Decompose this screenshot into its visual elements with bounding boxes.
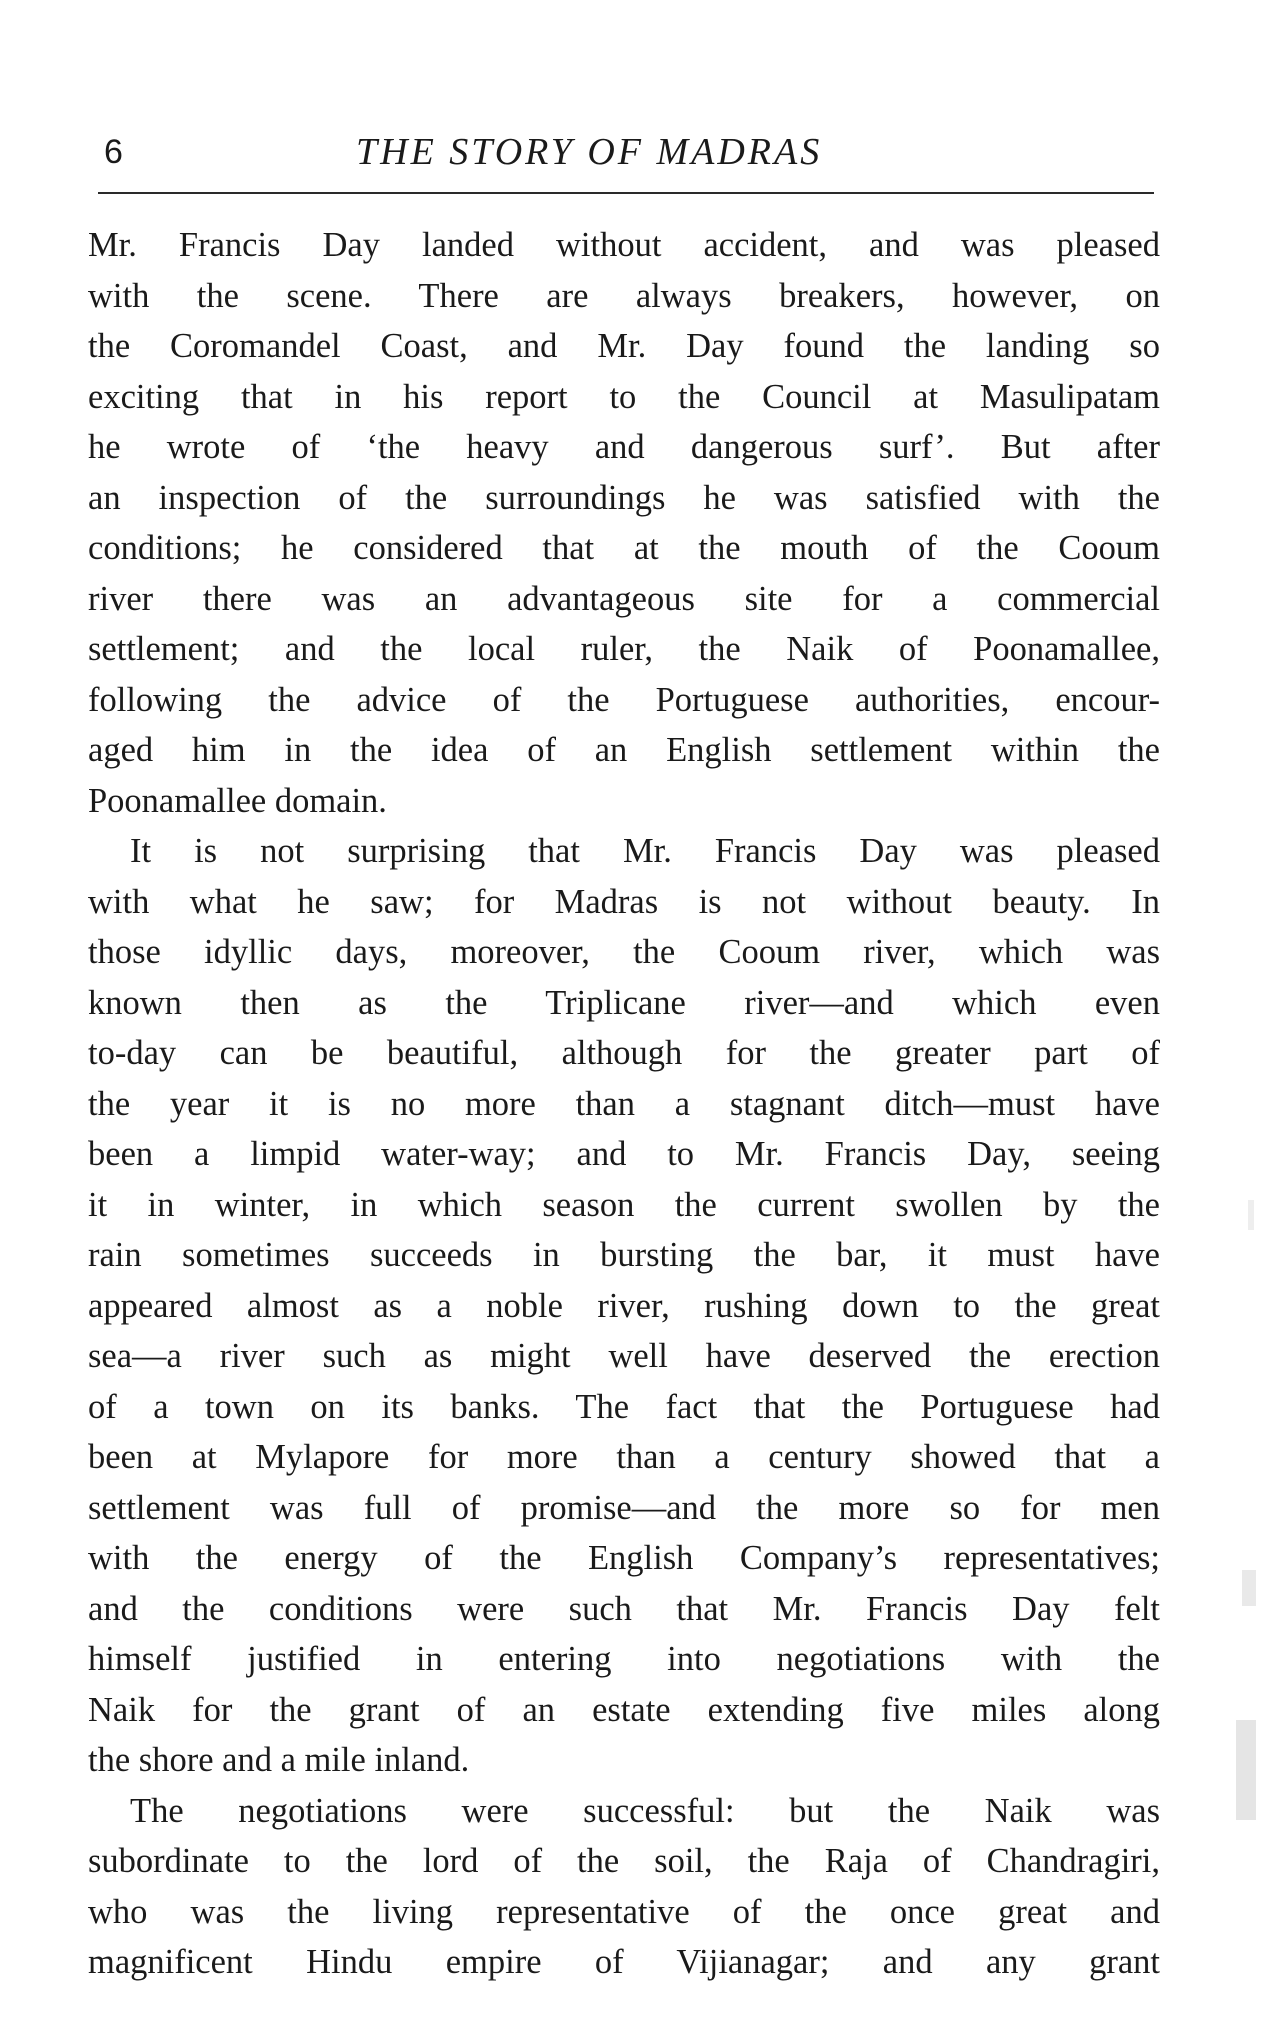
paragraph-3 [88,1786,1160,1988]
text-line: with the energy of the English Company’s representatives; [88,1539,1160,1577]
text-line: himself justified in entering into negotiations with the [88,1640,1160,1678]
text-line: known then as the Triplicane river—and which even [88,983,1160,1022]
text-line: settlement was full of promise—and the more so for men [88,1488,1160,1527]
text-line: those idyllic days, moreover, the Cooum river, which was [88,933,1160,971]
text-line: settlement; and the local ruler, the Naik of Poonamallee, [88,630,1160,668]
text-line: subordinate to the lord of the soil, the Raja of Chandragiri, [88,1842,1160,1880]
text-line: the year it is no more than a stagnant ditch—must have [88,1084,1160,1123]
text-line: and the conditions were such that Mr. Francis Day felt [88,1589,1160,1628]
text-line: with what he saw; for Madras is not without beauty. In [88,882,1160,921]
text-line: Mr. Francis Day landed without accident, and was pleased [88,226,1160,264]
text-line: appeared almost as a noble river, rushing down to the great [88,1286,1160,1325]
text-line: following the advice of the Portuguese authorities, encour- [88,680,1160,719]
paragraph-1 [88,220,1160,826]
text-line: he wrote of ‘the heavy and dangerous surf’. But after [88,428,1160,466]
text-line: Poonamallee domain. [88,781,387,820]
text-line: magnificent Hindu empire of Vijianagar; and any grant [88,1943,1160,1981]
text-line: river there was an advantageous site for a commercial [88,579,1160,618]
running-head [96,128,1156,176]
text-line: the shore and a mile inland. [88,1741,470,1779]
text-line: It is not surprising that Mr. Francis Day was pleased [130,832,1160,870]
header-rule [98,192,1154,194]
text-line: rain sometimes succeeds in bursting the bar, it must have [88,1236,1160,1274]
text-line: conditions; he considered that at the mouth of the Cooum [88,529,1160,567]
scan-speck [1236,1720,1256,1820]
text-line: who was the living representative of the once great and [88,1892,1160,1931]
body-text [88,220,1160,1988]
text-line: of a town on its banks. The fact that the Portuguese had [88,1387,1160,1426]
text-line: Naik for the grant of an estate extending five miles along [88,1690,1160,1729]
text-line: sea—a river such as might well have deserved the erection [88,1337,1160,1375]
scan-speck [1242,1570,1256,1606]
text-line: with the scene. There are always breakers, however, on [88,276,1160,315]
paragraph-2 [88,826,1160,1786]
text-line: The negotiations were successful: but the Naik was [130,1791,1160,1830]
text-line: been a limpid water-way; and to Mr. Francis Day, seeing [88,1135,1160,1173]
text-line: to-day can be beautiful, although for the greater part of [88,1034,1160,1072]
text-line: aged him in the idea of an English settlement within the [88,731,1160,769]
text-line: exciting that in his report to the Council at Masulipatam [88,377,1160,416]
text-line: been at Mylapore for more than a century showed that a [88,1438,1160,1476]
running-title: THE STORY OF MADRAS [356,131,823,173]
text-line: the Coromandel Coast, and Mr. Day found the landing so [88,327,1160,365]
page-number: 6 [104,133,123,171]
text-line: it in winter, in which season the current swollen by the [88,1185,1160,1224]
scan-speck [1248,1200,1254,1230]
text-line: an inspection of the surroundings he was satisfied with the [88,478,1160,517]
